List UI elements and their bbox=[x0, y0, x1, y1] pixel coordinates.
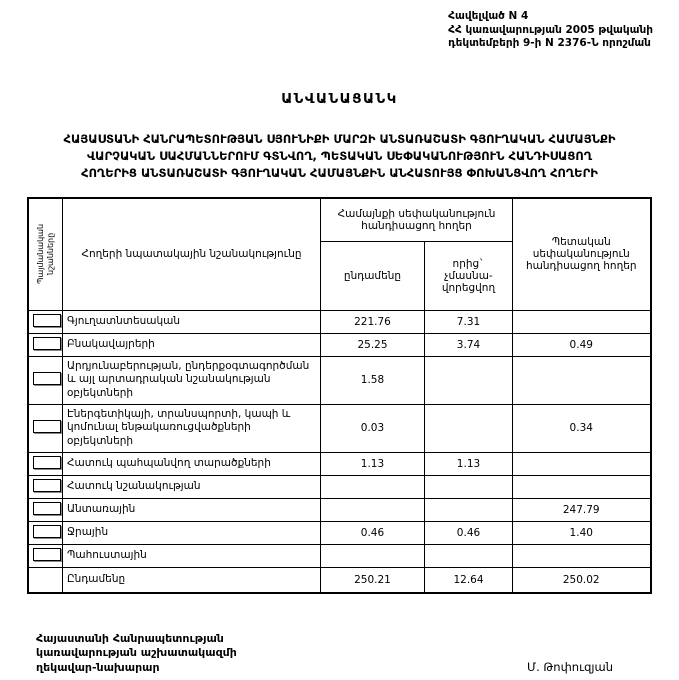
community-total-cell bbox=[320, 475, 424, 498]
total-nonprivatizable: 12.64 bbox=[424, 567, 512, 593]
legend-symbol-box bbox=[33, 479, 61, 492]
land-purpose-cell: Արդյունաբերության, ընդերքօգտագործման և այլ արտադրական նշանակության օբյեկտների bbox=[62, 356, 320, 404]
legend-symbol-box bbox=[33, 502, 61, 515]
page-title: ԱՆՎԱՆԱՑԱՆԿ bbox=[281, 90, 398, 107]
land-purpose-cell: Էներգետիկայի, տրանսպորտի, կապի և կոմունալ ենթակառուցվածքների օբյեկտների bbox=[62, 404, 320, 452]
table-row bbox=[28, 544, 650, 567]
signatory-title-line-2: կառավարության աշխատակազմի bbox=[36, 646, 237, 660]
symbol-cell bbox=[28, 356, 62, 404]
document-subtitle bbox=[26, 131, 653, 183]
nonprivatizable-cell bbox=[424, 475, 512, 498]
legend-symbol-box bbox=[33, 372, 61, 385]
land-purpose-cell: Բնակավայրերի bbox=[62, 333, 320, 356]
nonprivatizable-cell: 7.31 bbox=[424, 310, 512, 333]
land-purpose-cell: Պահուստային bbox=[62, 544, 320, 567]
state-lands-cell bbox=[513, 544, 651, 567]
column-header-total: ընդամենը bbox=[320, 241, 424, 310]
symbol-cell bbox=[28, 452, 62, 475]
land-purpose-cell: Ջրային bbox=[62, 521, 320, 544]
community-total-cell bbox=[320, 498, 424, 521]
table-row bbox=[28, 475, 650, 498]
annex-header bbox=[448, 10, 653, 51]
community-total-cell: 0.03 bbox=[320, 404, 424, 452]
legend-symbol-box bbox=[33, 525, 61, 538]
nonprivatizable-cell bbox=[424, 544, 512, 567]
total-state: 250.02 bbox=[513, 567, 651, 593]
symbol-cell bbox=[28, 498, 62, 521]
community-total-cell bbox=[320, 544, 424, 567]
symbol-cell bbox=[28, 544, 62, 567]
community-total-cell: 1.13 bbox=[320, 452, 424, 475]
nonprivatizable-cell bbox=[424, 356, 512, 404]
subtitle-line-1: ՀԱՅԱՍՏԱՆԻ ՀԱՆՐԱՊԵՏՈՒԹՅԱՆ ՍՅՈՒՆԻՔԻ ՄԱՐԶԻ ԱՆՏԱՌԱՇԱՏԻ ԳՅՈՒՂԱԿԱՆ ՀԱՄԱՅՆՔԻ bbox=[63, 131, 616, 146]
state-lands-cell: 1.40 bbox=[513, 521, 651, 544]
signature-block bbox=[26, 632, 653, 677]
state-lands-cell: 0.49 bbox=[513, 333, 651, 356]
table-row bbox=[28, 356, 650, 404]
column-header-symbols: Պայմանական նշանները bbox=[35, 224, 55, 285]
symbol-cell bbox=[28, 310, 62, 333]
community-total-cell: 1.58 bbox=[320, 356, 424, 404]
legend-symbol-box bbox=[33, 314, 61, 327]
table-row bbox=[28, 310, 650, 333]
symbol-cell bbox=[28, 475, 62, 498]
signatory-name: Մ. Թոփուզյան bbox=[527, 660, 613, 675]
total-label: Ընդամենը bbox=[62, 567, 320, 593]
symbol-cell bbox=[28, 333, 62, 356]
nonprivatizable-cell: 0.46 bbox=[424, 521, 512, 544]
symbol-cell bbox=[28, 404, 62, 452]
table-row bbox=[28, 498, 650, 521]
nonprivatizable-cell: 1.13 bbox=[424, 452, 512, 475]
column-group-community-lands: Համայնքի սեփականություն հանդիսացող հողեր bbox=[320, 198, 512, 242]
total-symbol-cell bbox=[28, 567, 62, 593]
land-purpose-cell: Հատուկ պահպանվող տարածքների bbox=[62, 452, 320, 475]
table-row bbox=[28, 521, 650, 544]
community-total-cell: 25.25 bbox=[320, 333, 424, 356]
legend-symbol-box bbox=[33, 456, 61, 469]
subtitle-line-2: ՎԱՐՉԱԿԱՆ ՍԱՀՄԱՆՆԵՐՈՒՄ ԳՏՆՎՈՂ, ՊԵՏԱԿԱՆ ՍԵՓԱԿԱՆՈՒԹՅՈՒՆ ՀԱՆԴԻՍԱՑՈՂ bbox=[86, 149, 593, 164]
land-transfer-table bbox=[27, 197, 651, 594]
signatory-title-line-1: Հայաստանի Հանրապետության bbox=[36, 631, 224, 645]
state-lands-cell bbox=[513, 356, 651, 404]
total-row bbox=[28, 567, 650, 593]
community-total-cell: 0.46 bbox=[320, 521, 424, 544]
nonprivatizable-cell bbox=[424, 498, 512, 521]
subtitle-line-3: ՀՈՂԵՐԻՑ ԱՆՏԱՌԱՇԱՏԻ ԳՅՈՒՂԱԿԱՆ ՀԱՄԱՅՆՔԻՆ ԱՆՀԱՏՈՒՅՑ ՓՈԽԱՆՑՎՈՂ ՀՈՂԵՐԻ bbox=[81, 166, 598, 181]
land-purpose-cell: Գյուղատնտեսական bbox=[62, 310, 320, 333]
legend-symbol-box bbox=[33, 420, 61, 433]
table-row bbox=[28, 452, 650, 475]
total-community-total: 250.21 bbox=[320, 567, 424, 593]
nonprivatizable-cell: 3.74 bbox=[424, 333, 512, 356]
symbol-cell bbox=[28, 521, 62, 544]
state-lands-cell bbox=[513, 452, 651, 475]
signatory-title bbox=[36, 632, 237, 677]
table-row bbox=[28, 333, 650, 356]
state-lands-cell: 247.79 bbox=[513, 498, 651, 521]
column-header-purpose: Հողերի նպատակային նշանակությունը bbox=[62, 198, 320, 311]
column-header-state-lands: Պետական սեփականություն հանդիսացող հողեր bbox=[513, 198, 651, 311]
table-row bbox=[28, 404, 650, 452]
state-lands-cell bbox=[513, 310, 651, 333]
annex-line-1: Հավելված N 4 bbox=[448, 10, 529, 22]
community-total-cell: 221.76 bbox=[320, 310, 424, 333]
signatory-title-line-3: ղեկավար-նախարար bbox=[36, 661, 160, 675]
land-purpose-cell: Անտառային bbox=[62, 498, 320, 521]
column-header-nonprivatizable: որից` չմասնա-վորեցվող bbox=[424, 241, 512, 310]
state-lands-cell: 0.34 bbox=[513, 404, 651, 452]
legend-symbol-box bbox=[33, 337, 61, 350]
nonprivatizable-cell bbox=[424, 404, 512, 452]
annex-line-2: ՀՀ կառավարության 2005 թվականի bbox=[448, 23, 653, 36]
column-header-symbols-cell bbox=[28, 198, 62, 311]
legend-symbol-box bbox=[33, 548, 61, 561]
state-lands-cell bbox=[513, 475, 651, 498]
annex-line-3: դեկտեմբերի 9-ի N 2376-Ն որոշման bbox=[448, 37, 651, 50]
land-purpose-cell: Հատուկ նշանակության bbox=[62, 475, 320, 498]
